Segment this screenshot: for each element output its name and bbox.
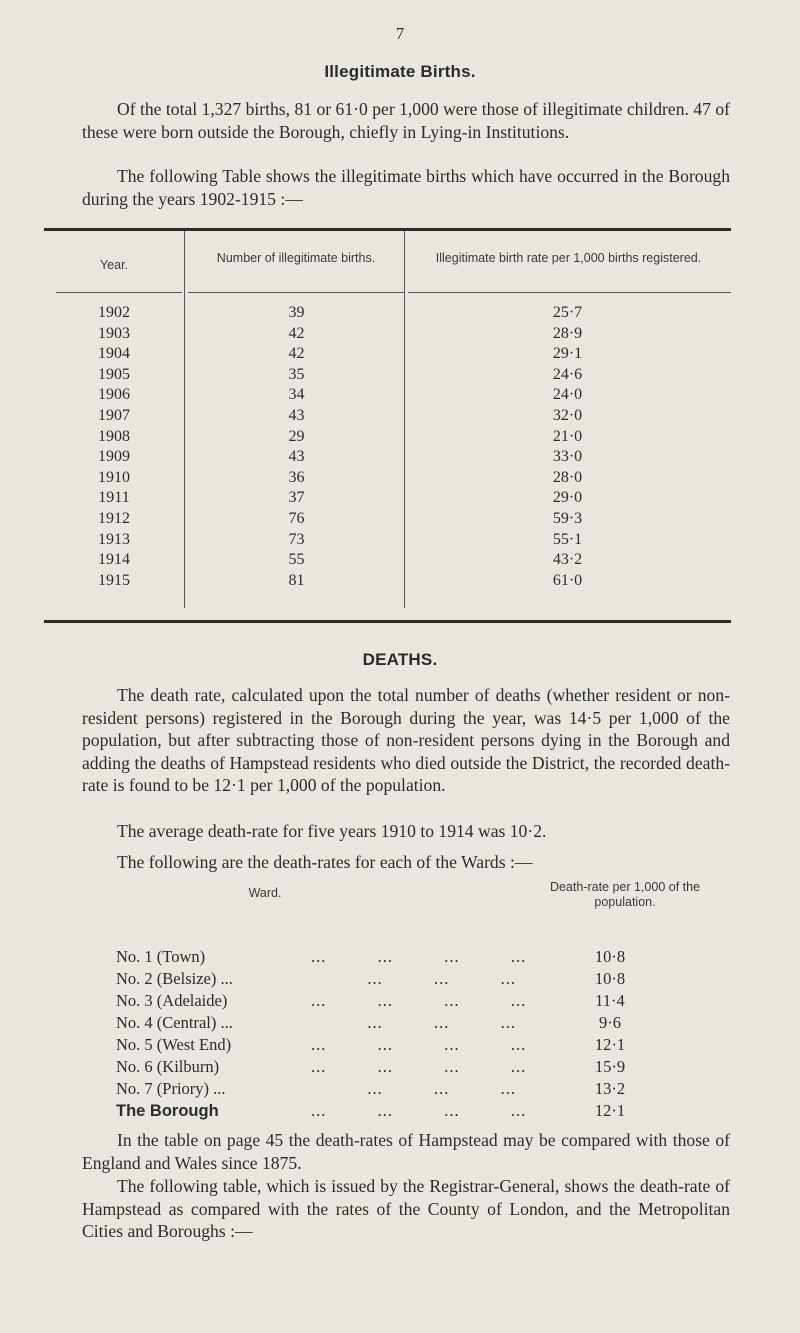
header-rule-rate — [408, 292, 731, 293]
year-cell: 1903 — [98, 324, 130, 342]
ward-name: No. 5 (West End) — [116, 1035, 232, 1054]
table-row — [44, 468, 731, 489]
deaths-heading: DEATHS. — [362, 650, 438, 669]
ward-rate: 12·1 — [594, 1035, 626, 1054]
ward-name: The Borough — [116, 1102, 219, 1120]
table-row — [44, 427, 731, 448]
table-row — [44, 571, 731, 592]
year-cell: 1912 — [98, 509, 130, 527]
rate-cell: 61·0 — [552, 571, 583, 589]
table-row — [44, 365, 731, 386]
header-rate: Illegitimate birth rate per 1,000 births registered. — [435, 251, 702, 265]
year-cell: 1915 — [98, 571, 130, 589]
ward-row — [116, 968, 706, 990]
header-rule-number — [188, 292, 404, 293]
number-cell: 36 — [288, 468, 305, 486]
table-row — [44, 488, 731, 509]
year-cell: 1902 — [98, 304, 130, 321]
rate-cell: 25·7 — [552, 304, 583, 321]
deaths-paragraph-3: The following are the death-rates for each of the Wards :— — [117, 852, 533, 872]
number-cell: 29 — [288, 427, 305, 445]
rate-cell: 43·2 — [552, 551, 583, 569]
rate-cell: 33·0 — [552, 448, 583, 466]
year-cell: 1907 — [98, 406, 130, 424]
year-cell: 1909 — [98, 448, 130, 466]
ward-rate: 10·8 — [594, 947, 626, 966]
borough-row — [116, 1100, 706, 1122]
year-cell: 1914 — [98, 551, 130, 569]
deaths-paragraph-2: The average death-rate for five years 1910 to 1914 was 10·2. — [117, 821, 547, 841]
ward-name: No. 1 (Town) — [116, 947, 206, 966]
header-year: Year. — [99, 258, 129, 272]
number-cell: 35 — [288, 365, 305, 383]
ward-name: No. 3 (Adelaide) — [116, 991, 228, 1010]
number-cell: 43 — [288, 406, 305, 424]
wards-table — [116, 946, 706, 1122]
illegitimate-births-table — [44, 228, 731, 623]
table-top-rule — [44, 228, 731, 231]
year-cell: 1908 — [98, 427, 130, 445]
header-rule-year — [56, 292, 182, 293]
number-cell: 34 — [288, 386, 305, 404]
page-number: 7 — [395, 24, 405, 43]
table-row — [44, 509, 731, 530]
year-cell: 1905 — [98, 365, 130, 383]
number-cell: 42 — [288, 324, 305, 342]
year-cell: 1906 — [98, 386, 130, 404]
births-table-body — [44, 303, 731, 591]
leader-dots: ... ... ... — [311, 969, 516, 988]
rate-cell: 29·1 — [552, 345, 583, 363]
ward-name: No. 6 (Kilburn) — [116, 1057, 220, 1076]
table-row — [44, 550, 731, 571]
leader-dots: ... ... ... ... — [311, 991, 527, 1010]
year-cell: 1913 — [98, 530, 130, 548]
rate-cell: 24·0 — [552, 386, 583, 404]
ward-rate: 11·4 — [595, 991, 625, 1010]
year-cell: 1904 — [98, 345, 130, 363]
table-row — [44, 385, 731, 406]
ward-rate: 12·1 — [594, 1101, 626, 1120]
ward-row — [116, 1034, 706, 1056]
rate-cell: 29·0 — [552, 489, 583, 507]
number-cell: 42 — [288, 345, 305, 363]
leader-dots: ... ... ... — [311, 1013, 516, 1032]
number-cell: 39 — [288, 304, 305, 321]
births-paragraph-2: The following Table shows the illegitimate births which have occurred in the Borough during the years 1902-1915 :— — [82, 166, 730, 209]
ward-rate: 10·8 — [594, 969, 626, 988]
number-cell: 76 — [288, 509, 305, 527]
leader-dots: ... ... ... ... — [311, 1057, 527, 1076]
number-cell: 73 — [288, 530, 305, 548]
deaths-paragraph-1: The death rate, calculated upon the total number of deaths (whether resident or non-resident persons) registered in the Borough during the year, was 14·5 per 1,000 of the population, but after subtracting those of non-resident persons dying in the Borough and adding the deaths of Hampstead residents who died outside the District, the recorded death-rate is found to be 12·1 per 1,000 of the population. — [82, 685, 730, 795]
rate-cell: 21·0 — [552, 427, 583, 445]
number-cell: 43 — [288, 448, 305, 466]
number-cell: 37 — [288, 489, 305, 507]
ward-name: No. 4 (Central) ... — [116, 1013, 233, 1032]
rate-cell: 55·1 — [552, 530, 583, 548]
ward-rate: 13·2 — [594, 1079, 626, 1098]
year-cell: 1910 — [98, 468, 130, 486]
ward-row — [116, 990, 706, 1012]
ward-name: No. 7 (Priory) ... — [116, 1079, 226, 1098]
leader-dots: ... ... ... ... — [311, 1035, 527, 1054]
header-number: Number of illegitimate births. — [216, 251, 376, 265]
table-row — [44, 530, 731, 551]
leader-dots: ... ... ... ... — [311, 947, 527, 966]
table-row — [44, 447, 731, 468]
number-cell: 55 — [288, 551, 305, 569]
rate-cell: 28·9 — [552, 324, 583, 342]
rate-cell: 32·0 — [552, 406, 583, 424]
table-bottom-rule — [44, 620, 731, 623]
wards-header-rate: Death-rate per 1,000 of the population. — [549, 880, 701, 909]
deaths-paragraph-5: The following table, which is issued by the Registrar-General, shows the death-rate of Hampstead as compared with the rates of the County of London, and the Metropolitan Cities and Boroughs :— — [82, 1176, 730, 1241]
ward-row — [116, 1056, 706, 1078]
year-cell: 1911 — [98, 489, 130, 507]
ward-rate: 9·6 — [599, 1013, 621, 1032]
table-row — [44, 406, 731, 427]
deaths-paragraph-4: In the table on page 45 the death-rates of Hampstead may be compared with those of England and Wales since 1875. — [82, 1130, 730, 1173]
wards-header-ward: Ward. — [248, 886, 282, 900]
table-row — [44, 324, 731, 345]
leader-dots: ... ... ... — [311, 1079, 516, 1098]
number-cell: 81 — [288, 571, 305, 589]
table-row — [44, 344, 731, 365]
rate-cell: 28·0 — [552, 468, 583, 486]
rate-cell: 59·3 — [552, 509, 583, 527]
births-paragraph-1: Of the total 1,327 births, 81 or 61·0 per 1,000 were those of illegitimate children. 47 of these were born outside the Borough, chiefly in Lying-in Institutions. — [82, 99, 730, 142]
ward-row — [116, 1078, 706, 1100]
ward-row — [116, 946, 706, 968]
ward-row — [116, 1012, 706, 1034]
leader-dots: ... ... ... ... — [311, 1101, 527, 1120]
ward-name: No. 2 (Belsize) ... — [116, 969, 233, 988]
table-row — [44, 303, 731, 324]
ward-rate: 15·9 — [594, 1057, 626, 1076]
rate-cell: 24·6 — [552, 365, 583, 383]
illegitimate-births-heading: Illegitimate Births. — [324, 62, 476, 81]
